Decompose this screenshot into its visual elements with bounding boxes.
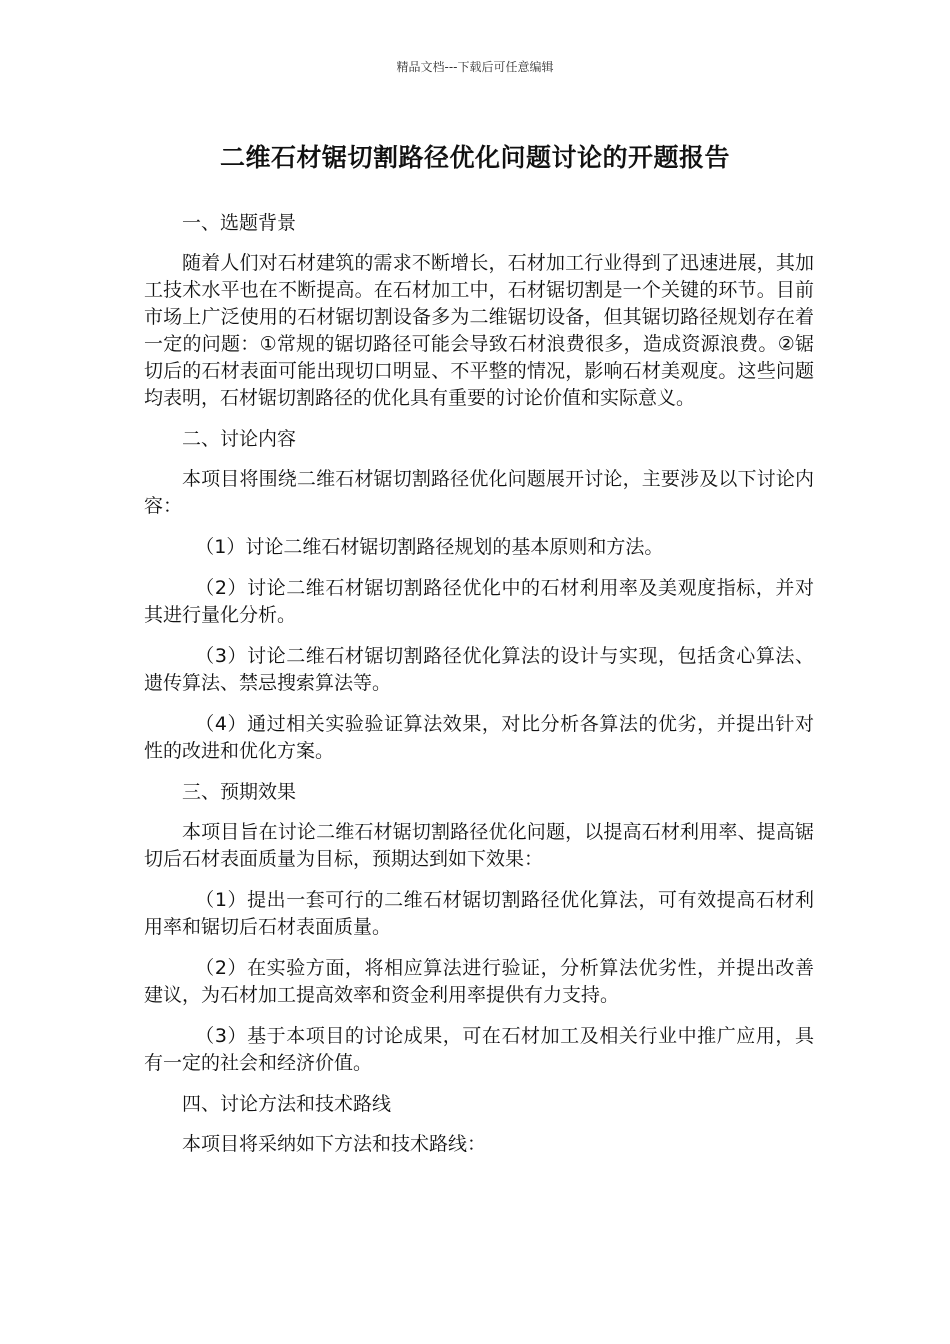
list-item: （3）基于本项目的讨论成果，可在石材加工及相关行业中推广应用，具有一定的社会和经济价值。 <box>144 1025 814 1074</box>
list-item: （1）提出一套可行的二维石材锯切割路径优化算法，可有效提高石材利用率和锯切后石材表面质量。 <box>144 889 814 938</box>
document-body <box>144 210 814 1172</box>
document-title: 二维石材锯切割路径优化问题讨论的开题报告 <box>219 143 730 172</box>
list-item: （3）讨论二维石材锯切割路径优化算法的设计与实现，包括贪心算法、遗传算法、禁忌搜索算法等。 <box>144 645 814 694</box>
list-item: （4）通过相关实验验证算法效果，对比分析各算法的优劣，并提出针对性的改进和优化方案。 <box>144 713 814 762</box>
section-heading: 二、讨论内容 <box>182 428 297 450</box>
section-heading: 三、预期效果 <box>182 781 297 803</box>
paragraph: 随着人们对石材建筑的需求不断增长，石材加工行业得到了迅速进展，其加工技术水平也在不断提高。在石材加工中，石材锯切割是一个关键的环节。目前市场上广泛使用的石材锯切割设备多为二维锯切设备，但其锯切路径规划存在着一定的问题：①常规的锯切路径可能会导致石材浪费很多，造成资源浪费。②锯切后的石材表面可能出现切口明显、不平整的情况，影响石材美观度。这些问题均表明，石材锯切割路径的优化具有重要的讨论价值和实际意义。 <box>144 252 814 409</box>
paragraph: 本项目将采纳如下方法和技术路线： <box>182 1133 487 1155</box>
list-item: （1）讨论二维石材锯切割路径规划的基本原则和方法。 <box>195 536 664 558</box>
paragraph: 本项目将围绕二维石材锯切割路径优化问题展开讨论，主要涉及以下讨论内容： <box>144 468 814 517</box>
section-heading: 四、讨论方法和技术路线 <box>182 1093 392 1115</box>
section-heading: 一、选题背景 <box>182 212 297 234</box>
page-header: 精品文档---下载后可任意编辑 <box>396 60 554 74</box>
list-item: （2）在实验方面，将相应算法进行验证，分析算法优劣性，并提出改善建议，为石材加工提高效率和资金利用率提供有力支持。 <box>144 957 814 1006</box>
list-item: （2）讨论二维石材锯切割路径优化中的石材利用率及美观度指标，并对其进行量化分析。 <box>144 577 814 626</box>
paragraph: 本项目旨在讨论二维石材锯切割路径优化问题，以提高石材利用率、提高锯切后石材表面质量为目标，预期达到如下效果： <box>144 821 814 870</box>
